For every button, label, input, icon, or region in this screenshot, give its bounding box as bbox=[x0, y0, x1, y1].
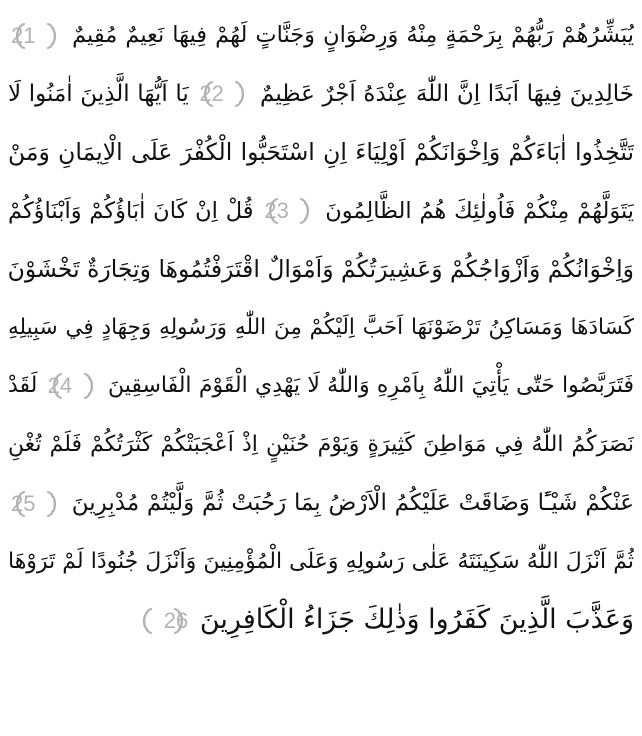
verse-text: قُلْ اِنْ كَانَ اٰبَاؤُكُمْ وَاَبْنَاؤُكُمْ bbox=[8, 197, 254, 224]
ayah-number-marker bbox=[11, 489, 61, 519]
verse-text: تَتَّخِذُوا اٰبَاءَكُمْ وَاِخْوَانَكُمْ اَوْلِيَاءَ اِنِ اسْتَحَبُّوا الْكُفْرَ عَلَى الْاِيمَانِ وَمَنْ bbox=[8, 138, 634, 166]
text-line bbox=[8, 299, 634, 358]
verse-text: لَقَدْ bbox=[8, 373, 38, 398]
verse-text: ثُمَّ اَنْزَلَ اللّٰهُ سَكِينَتَهُ عَلٰى رَسُولِهِ وَعَلَى الْمُؤْمِنِينَ وَاَنْزَلَ جُنُودًا لَمْ تَرَوْهَا bbox=[8, 548, 634, 574]
verse-text: كَسَادَهَا وَمَسَاكِنُ تَرْضَوْنَهَا اَحَبَّ اِلَيْكُمْ مِنَ اللّٰهِ وَرَسُولِهِ وَجِهَادٍ فِي سَبِيلِهِ bbox=[8, 314, 634, 340]
verse-text: خَالِدِينَ فِيهَا اَبَدًا اِنَّ اللّٰهَ عِنْدَهُ اَجْرٌ عَظِيمٌ bbox=[260, 80, 634, 107]
verse-text: يَتَوَلَّهُمْ مِنْكُمْ فَاُولٰئِكَ هُمُ الظَّالِمُونَ bbox=[325, 197, 634, 224]
ayah-number: 24 bbox=[47, 373, 73, 398]
ayah-number-marker bbox=[138, 606, 188, 636]
ayah-number-marker bbox=[199, 79, 249, 109]
text-line bbox=[8, 240, 634, 299]
text-line bbox=[8, 416, 634, 475]
text-line bbox=[8, 182, 634, 241]
text-line bbox=[8, 474, 634, 533]
text-line bbox=[8, 65, 634, 124]
text-line bbox=[8, 533, 634, 592]
verse-text: فَتَرَبَّصُوا حَتّٰى يَأْتِيَ اللّٰهُ بِاَمْرِهِ وَاللّٰهُ لَا يَهْدِي الْقَوْمَ الْفَاسِقِينَ bbox=[107, 373, 634, 398]
verse-text: يَا اَيُّهَا الَّذِينَ اٰمَنُوا لَا bbox=[8, 80, 189, 107]
text-line bbox=[8, 6, 634, 65]
ayah-number: 25 bbox=[11, 490, 36, 516]
ayah-number-marker bbox=[48, 371, 98, 401]
ayah-number: 26 bbox=[163, 607, 189, 633]
text-line bbox=[8, 357, 634, 416]
ayah-number: 21 bbox=[11, 22, 36, 48]
verse-text: وَعَذَّبَ الَّذِينَ كَفَرُوا وَذٰلِكَ جَزَاءُ الْكَافِرِينَ bbox=[199, 604, 634, 635]
ayah-number-marker bbox=[264, 196, 314, 226]
ayah-number: 23 bbox=[264, 198, 289, 223]
ayah-number: 22 bbox=[199, 81, 224, 106]
verse-text: وَاِخْوَانُكُمْ وَاَزْوَاجُكُمْ وَعَشِيرَتُكُمْ وَاَمْوَالٌ اقْتَرَفْتُمُوهَا وَتِجَارَةٌ تَخْشَوْنَ bbox=[8, 255, 634, 283]
verse-text: يُبَشِّرُهُمْ رَبُّهُمْ بِرَحْمَةٍ مِنْهُ وَرِضْوَانٍ وَجَنَّاتٍ لَهُمْ فِيهَا نَعِيمٌ مُقِيمٌ bbox=[72, 22, 634, 48]
text-line bbox=[8, 591, 634, 650]
verse-text: نَصَرَكُمُ اللّٰهُ فِي مَوَاطِنَ كَثِيرَةٍ وَيَوْمَ حُنَيْنٍ اِذْ اَعْجَبَتْكُمْ كَثْرَتُكُمْ فَلَمْ تُغْنِ bbox=[8, 431, 634, 457]
text-line bbox=[8, 123, 634, 182]
verse-text: عَنْكُمْ شَيْـًٔا وَضَاقَتْ عَلَيْكُمُ الْاَرْضُ بِمَا رَحُبَتْ ثُمَّ وَلَّيْتُمْ مُدْبِرِينَ bbox=[71, 490, 634, 516]
ayah-number-marker bbox=[11, 21, 61, 51]
